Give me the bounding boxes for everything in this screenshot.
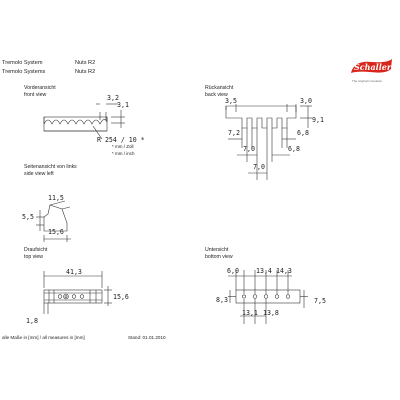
- part-name-en: Nuts R2: [75, 69, 96, 75]
- bottom-dim-b: 13,4: [256, 267, 272, 275]
- back-dim-b: 6,8: [297, 129, 309, 137]
- bottom-view-title-en: bottom view: [205, 254, 233, 260]
- back-dim-d: 6,8: [288, 145, 300, 153]
- back-view-title-de: Rückansicht: [205, 85, 234, 91]
- top-view-title-de: Draufsicht: [24, 247, 48, 253]
- bottom-dim-a: 6,0: [227, 267, 239, 275]
- bottom-dim-e: 13,8: [263, 309, 279, 317]
- back-view-drawing: [226, 104, 312, 180]
- back-dim-e: 7,0: [253, 163, 265, 171]
- side-dim-left: 5,5: [22, 213, 34, 221]
- front-view-title-de: Vorderansicht: [24, 85, 56, 91]
- brand-tagline: The original innovation: [352, 79, 383, 83]
- top-dim-depth: 15,6: [113, 293, 129, 301]
- footer-measures-note: alle Maße in [mm] / all measures in [mm]: [2, 335, 85, 340]
- back-dim-left: 3,5: [225, 97, 237, 105]
- top-view-title-en: top view: [24, 254, 44, 260]
- side-view-title-en: side view left: [24, 171, 54, 177]
- bottom-view-title-de: Untersicht: [205, 247, 229, 253]
- side-view-title-de: Seitenansicht von links: [24, 164, 77, 170]
- front-view-title-en: front view: [24, 92, 47, 98]
- side-dim-bottom: 15,6: [48, 228, 64, 236]
- back-dim-right: 3,0: [300, 97, 312, 105]
- top-dim-length: 41,3: [66, 268, 82, 276]
- system-title-de: Tremolo System: [2, 60, 43, 66]
- bottom-dim-right: 7,5: [314, 297, 326, 305]
- bottom-dim-left: 8,3: [216, 296, 228, 304]
- front-dim-pitch: 3,2: [107, 94, 119, 102]
- units-note-en: * mm / inch: [112, 151, 135, 156]
- bottom-dim-c: 14,3: [276, 267, 292, 275]
- bottom-dim-d: 13,1: [242, 309, 258, 317]
- front-dim-height: 3,1: [117, 101, 129, 109]
- footer-date: Stand: 01.01.2010: [128, 335, 166, 340]
- back-dim-height: 9,1: [312, 116, 324, 124]
- units-note-de: * mm / Zoll: [112, 144, 134, 149]
- back-view-title-en: back view: [205, 92, 228, 98]
- back-dim-c: 7,0: [243, 145, 255, 153]
- front-dim-radius: R 254 / 10 *: [97, 136, 145, 144]
- part-name-de: Nuts R2: [75, 60, 96, 66]
- back-dim-a: 7,2: [228, 129, 240, 137]
- system-title-en: Tremolo Systems: [2, 69, 46, 75]
- top-dim-thickness: 1,8: [26, 317, 38, 325]
- front-view-drawing: [44, 104, 125, 139]
- top-view-drawing: [44, 268, 112, 314]
- brand-logo-text: Schaller: [354, 62, 392, 72]
- side-dim-top: 11,5: [48, 194, 64, 202]
